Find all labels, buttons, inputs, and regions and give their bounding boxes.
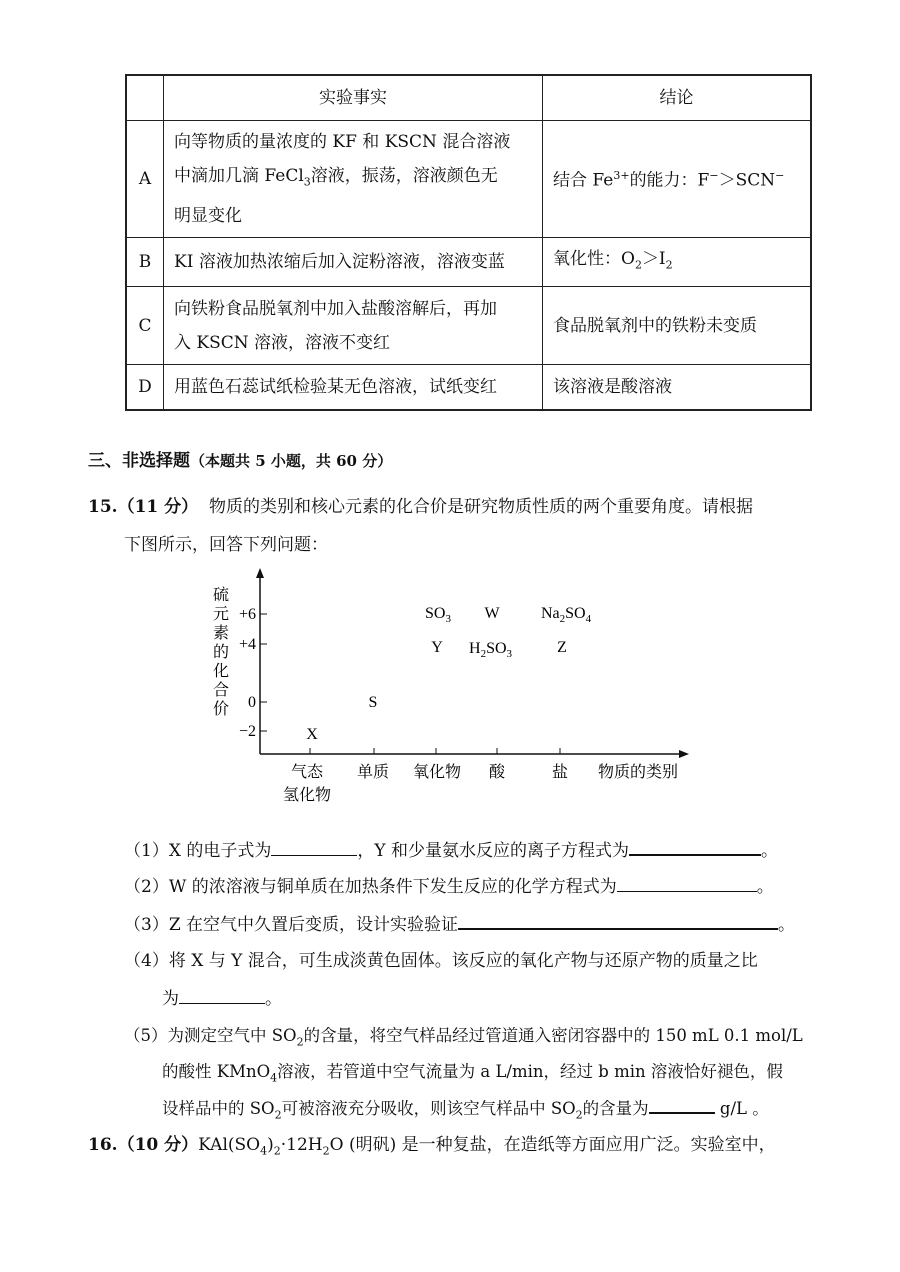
row-fact <box>164 120 543 237</box>
row-fact-line: 入 KSCN 溶液，溶液不变红 <box>174 332 391 353</box>
answer-blank[interactable] <box>271 837 357 856</box>
point-s: S <box>368 694 378 711</box>
table-row <box>126 365 811 410</box>
question-number: 16. <box>88 1135 118 1155</box>
row-fact-line: 向铁粉食品脱氧剂中加入盐酸溶解后，再加 <box>174 298 497 319</box>
row-label: C <box>126 287 164 365</box>
q15-part3: （3）Z 在空气中久置后变质，设计实验验证 。 <box>124 910 795 935</box>
row-label: A <box>126 120 164 237</box>
q15-part2: （2）W 的浓溶液与铜单质在加热条件下发生反应的化学方程式为 。 <box>124 872 774 897</box>
row-conclusion: 食品脱氧剂中的铁粉未变质 <box>543 287 812 365</box>
row-fact: KI 溶液加热浓缩后加入淀粉溶液，溶液变蓝 <box>164 237 543 286</box>
table-row <box>126 287 811 365</box>
q15-part5-line2: 的酸性 KMnO$_4$溶液，若管道中空气流量为 a L/min，经过 b min 溶液恰好褪色，假 <box>162 1062 783 1085</box>
q15-stem-line1: 15.（11 分） 物质的类别和核心元素的化合价是研究物质性质的两个重要角度。请根据 <box>88 497 753 517</box>
answer-blank[interactable] <box>629 836 761 856</box>
q15-part4-line2: 为 。 <box>162 984 282 1009</box>
row-conclusion: 结合 $Fe^{3+}$的能力：F−＞SCN− <box>543 120 812 237</box>
point-w: W <box>484 605 500 622</box>
answer-blank[interactable] <box>458 910 778 930</box>
x-tick-label: 氢化物 <box>282 787 332 804</box>
svg-text:硫: 硫 <box>212 587 230 604</box>
answer-blank[interactable] <box>617 873 757 892</box>
x-tick-label: 单质 <box>356 764 390 781</box>
svg-text:元: 元 <box>212 606 230 623</box>
question-score: （10 分） <box>117 1135 199 1155</box>
y-tick-label: +6 <box>238 606 256 623</box>
row-fact-line: 中滴加几滴 FeCl$_3$溶液，振荡，溶液颜色无 <box>174 165 498 188</box>
q15-part1: （1）X 的电子式为 ，Y 和少量氨水反应的离子方程式为 。 <box>124 836 778 861</box>
svg-text:素: 素 <box>212 625 230 642</box>
point-y: Y <box>431 639 443 656</box>
y-axis-label <box>213 586 229 718</box>
svg-text:化: 化 <box>212 663 230 680</box>
x-axis-label: 物质的类别 <box>597 764 679 781</box>
q15-stem-line2: 下图所示，回答下列问题： <box>124 535 328 555</box>
row-label: D <box>126 365 164 410</box>
q15-part4-line1: （4）将 X 与 Y 混合，可生成淡黄色固体。该反应的氧化产物与还原产物的质量之比 <box>124 951 758 971</box>
y-tick-label: 0 <box>248 694 256 711</box>
svg-text:合: 合 <box>212 682 230 699</box>
question-score: （11 分） <box>117 497 199 517</box>
x-tick-label: 盐 <box>551 764 569 781</box>
row-fact-line: 向等物质的量浓度的 KF 和 KSCN 混合溶液 <box>174 131 511 152</box>
row-conclusion: 氧化性：$O_2>I_2$ <box>543 237 812 286</box>
table-header-row <box>126 75 811 120</box>
point-h2so3: $H_2SO_3$ <box>469 640 513 660</box>
header-cell-conclusion: 结论 <box>543 75 812 120</box>
answer-blank[interactable] <box>649 1094 715 1114</box>
y-axis-arrow-icon <box>256 568 264 578</box>
svg-text:价: 价 <box>212 701 230 718</box>
x-tick-label: 酸 <box>488 764 506 781</box>
y-tick-label: −2 <box>238 723 256 740</box>
section-title: 三、非选择题 <box>88 451 190 471</box>
q16-stem: 16.（10 分）$KAl(SO_4)_2\cdot 12H_2O$ (明矾) 是一种复盐，在造纸等方面应用广泛。实验室中， <box>88 1135 776 1158</box>
section-heading <box>88 446 392 471</box>
row-label: B <box>126 237 164 286</box>
table-row <box>126 120 811 237</box>
section-note: （本题共 5 小题，共 60 分） <box>190 452 393 470</box>
row-fact <box>164 287 543 365</box>
table-row <box>126 237 811 286</box>
experiment-table <box>125 74 812 411</box>
point-na2so4: $Na_2SO_4$ <box>541 605 592 625</box>
q15-part5-line3: 设样品中的 $SO_2$可被溶液充分吸收，则该空气样品中 $SO_2$的含量为 g/L 。 <box>162 1094 769 1121</box>
svg-text:的: 的 <box>212 644 230 661</box>
x-tick-label: 气态 <box>290 764 324 781</box>
question-number: 15. <box>88 497 118 517</box>
row-conclusion: 该溶液是酸溶液 <box>543 365 812 410</box>
valence-category-chart <box>205 562 705 812</box>
row-fact: 用蓝色石蕊试纸检验某无色溶液，试纸变红 <box>164 365 543 410</box>
x-tick-label: 氧化物 <box>412 764 462 781</box>
point-z: Z <box>557 639 567 656</box>
answer-blank[interactable] <box>179 985 265 1004</box>
x-axis-arrow-icon <box>679 750 689 758</box>
row-fact-line: 明显变化 <box>174 205 242 226</box>
header-cell-fact: 实验事实 <box>164 75 543 120</box>
y-tick-label: +4 <box>238 636 256 653</box>
point-x: X <box>306 726 318 743</box>
header-cell-label <box>126 75 164 120</box>
point-so3: $SO_3$ <box>425 605 451 625</box>
q15-part5-line1: （5）为测定空气中 $SO_2$的含量，将空气样品经过管道通入密闭容器中的 150 mL 0.1 mol/L <box>124 1026 803 1049</box>
